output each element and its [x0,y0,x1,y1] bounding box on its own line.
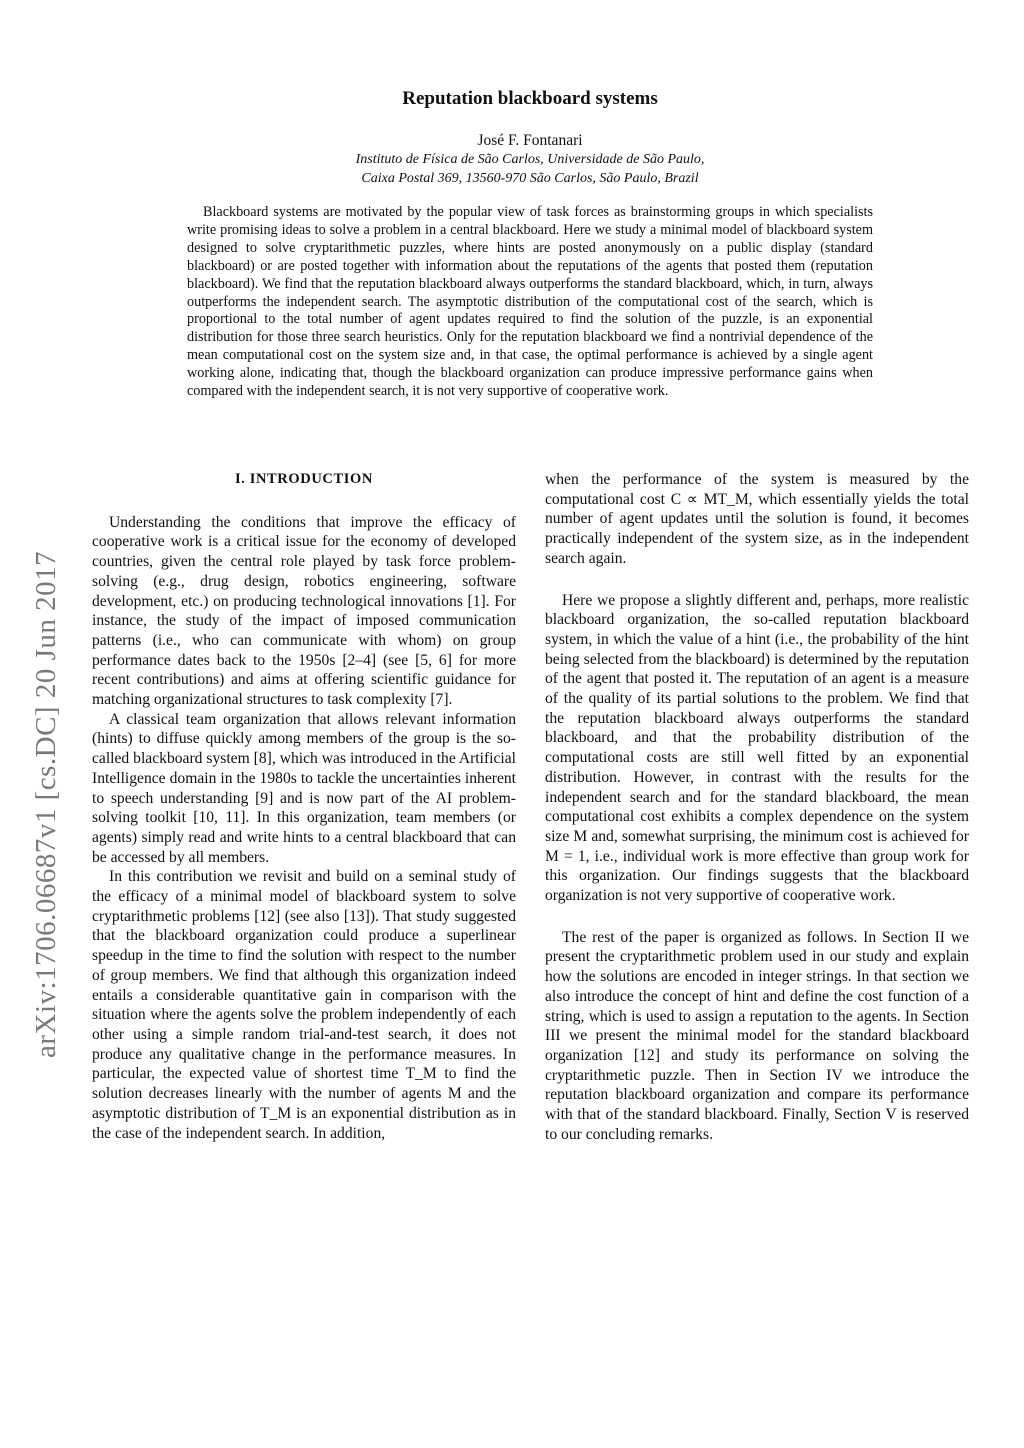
right-column [545,470,969,1145]
affiliation-line-2: Caixa Postal 369, 13560-970 São Carlos, São Paulo, Brazil [361,171,699,186]
affiliation-line-1: Instituto de Física de São Carlos, Universidade de São Paulo, [355,152,705,167]
paragraph: The rest of the paper is organized as follows. In Section II we present the cryptarithmetic problem used in our study and explain how the solutions are encoded in integer strings. In that section we also introduce the concept of hint and define the cost function of a string, which is used to assign a reputation to the agents. In Section III we present the minimal model for the standard blackboard organization [12] and study its performance on solving the cryptarithmetic puzzle. Then in Section IV we introduce the reputation blackboard organization and compare its performance with that of the standard blackboard. Finally, Section V is reserved to our concluding remarks. [545,928,969,1143]
paragraph: In this contribution we revisit and build on a seminal study of the efficacy of a minimal model of blackboard system to solve cryptarithmetic problems [12] (see also [13]). That study suggested that the blackboard organization could produce a superlinear speedup in the time to find the solution with respect to the number of group members. We find that although this organization indeed entails a considerable quantitative gain in comparison with the situation where the agents solve the problem independently of each other using a simple random trial-and-test search, it does not produce any qualitative change in the performance measures. In particular, the expected value of shortest time T_M to find the solution decreases linearly with the number of agents M and the asymptotic distribution of T_M is an exponential distribution as in the case of the independent search. In addition, [92,868,516,1142]
paper-title: Reputation blackboard systems [402,88,658,109]
paragraph: Understanding the conditions that improve the efficacy of cooperative work is a critical issue for the economy of developed countries, given the central role played by task force problem-solving (e.g., drug design, robotics engineering, software development, etc.) on producing technological innovations [1]. For instance, the study of the impact of imposed communication patterns (i.e., who can communicate with whom) on group performance dates back to the 1950s [2–4] (see [5, 6] for more recent contributions) and aims at offering scientific guidance for matching organizational structures to task complexity [7]. [92,513,516,709]
paragraph: when the performance of the system is measured by the computational cost C ∝ MT_M, which essentially yields the total number of agent updates until the solution is found, it becomes practically independent of the system size, as in the independent search again. [545,471,969,567]
left-column [92,470,516,1143]
paragraph: Here we propose a slightly different and, perhaps, more realistic blackboard organization, the so-called reputation blackboard system, in which the value of a hint (i.e., the probability of the hint being selected from the blackboard) is determined by the reputation of the agent that posted it. The reputation of an agent is a measure of the quality of its partial solutions to the problem. We find that the reputation blackboard always outperforms the standard blackboard, and that the probability distribution of the computational costs are still well fitted by an exponential distribution. However, in contrast with the results for the independent search and for the standard blackboard, the mean computational cost exhibits a complex dependence on the system size M and, somewhat surprising, the minimum cost is achieved for M = 1, i.e., individual work is more effective than group work for this organization. Our findings suggests that the blackboard organization is not very supportive of cooperative work. [545,591,969,905]
section-heading-introduction: I. INTRODUCTION [235,471,373,487]
arxiv-identifier: arXiv:1706.06687v1 [cs.DC] 20 Jun 2017 [30,550,62,1058]
paragraph: A classical team organization that allows relevant information (hints) to diffuse quickly among members of the group is the so-called blackboard system [8], which was introduced in the Artificial Intelligence domain in the 1980s to tackle the uncertainties inherent to speech understanding [9] and is now part of the AI problem-solving toolkit [10, 11]. In this organization, team members (or agents) simply read and write hints to a central blackboard that can be accessed by all members. [92,710,516,866]
abstract: Blackboard systems are motivated by the popular view of task forces as brainstorming groups in which specialists write promising ideas to solve a problem in a central blackboard. Here we study a minimal model of blackboard system designed to solve cryptarithmetic puzzles, where hints are posted anonymously on a public display (standard blackboard) or are posted together with information about the reputations of the agents that posted them (reputation blackboard). We find that the reputation blackboard always outperforms the standard blackboard, which, in turn, always outperforms the independent search. The asymptotic distribution of the computational cost of the search, which is proportional to the total number of agent updates required to find the solution of the puzzle, is an exponential distribution for those three search heuristics. Only for the reputation blackboard we find a nontrivial dependence of the mean computational cost on the system size and, in that case, the optimal performance is achieved by a single agent working alone, indicating that, though the blackboard organization can produce impressive performance gains when compared with the independent search, it is not very supportive of cooperative work. [187,204,873,400]
author-name: José F. Fontanari [477,132,583,149]
